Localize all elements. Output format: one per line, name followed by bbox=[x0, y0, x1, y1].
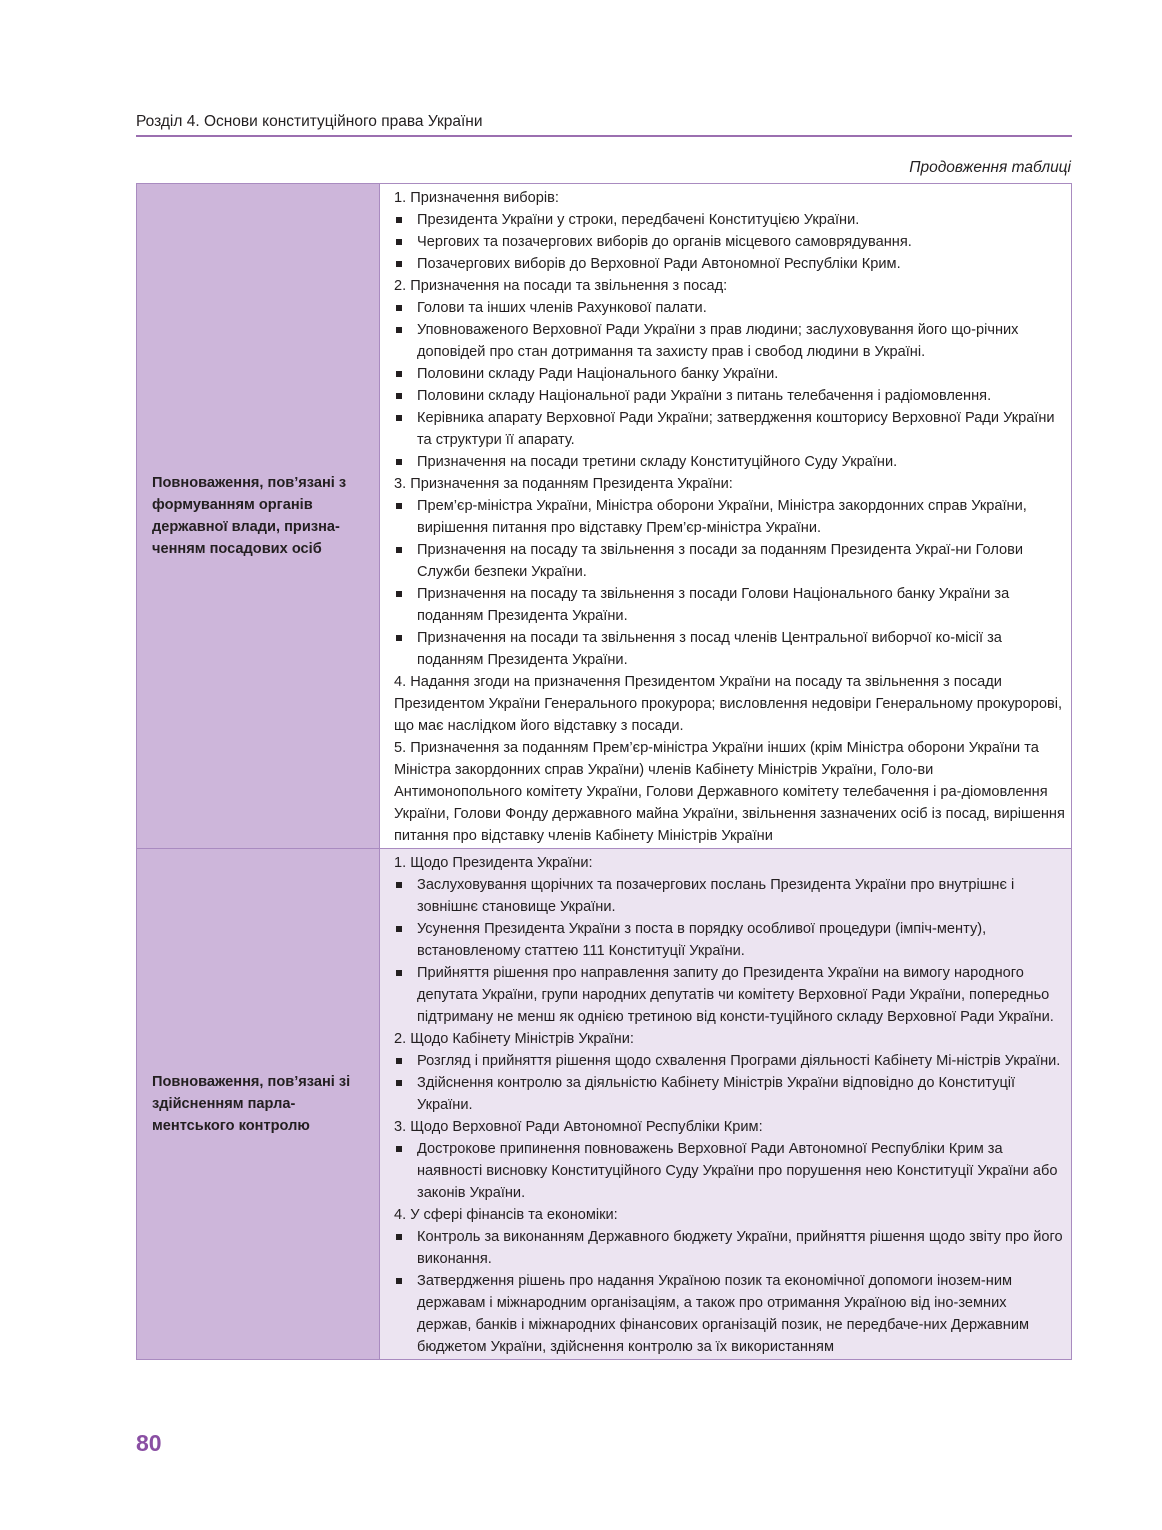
list-item: Дострокове припинення повноважень Верховної Ради Автономної Республіки Крим за наявності висновку Конституційного Суду України про порушення нею Конституції України або законів України. bbox=[394, 1138, 1065, 1204]
block-heading: 3. Призначення за поданням Президента України: bbox=[394, 476, 733, 492]
bullet-list bbox=[394, 1138, 1065, 1204]
list-item: Позачергових виборів до Верховної Ради Автономної Республіки Крим. bbox=[394, 253, 1065, 275]
list-item: Призначення на посади та звільнення з посад членів Центральної виборчої ко-місії за поданням Президента України. bbox=[394, 627, 1065, 671]
list-item: Прем’єр-міністра України, Міністра оборони України, Міністра закордонних справ України, вирішення питання про відставку Прем’єр-міністра України. bbox=[394, 495, 1065, 539]
block-heading: 2. Призначення на посади та звільнення з посад: bbox=[394, 278, 728, 294]
list-item: Здійснення контролю за діяльністю Кабінету Міністрів України відповідно до Конституції України. bbox=[394, 1072, 1065, 1116]
table-row bbox=[137, 849, 1072, 1360]
list-item: Уповноваженого Верховної Ради України з прав людини; заслуховування його що-річних доповідей про стан дотримання та захисту прав і свобод людини в Україні. bbox=[394, 319, 1065, 363]
list-item: Розгляд і прийняття рішення щодо схвалення Програми діяльності Кабінету Мі-ністрів України. bbox=[394, 1050, 1065, 1072]
bullet-list bbox=[394, 1226, 1065, 1358]
block-heading: 3. Щодо Верховної Ради Автономної Республіки Крим: bbox=[394, 1119, 763, 1135]
row-label-cell bbox=[137, 184, 380, 849]
list-item: Затвердження рішень про надання Україною позик та економічної допомоги інозем-ним державам і міжнародним організаціям, а також про отримання Україною від іно-земних держав, банків і міжнародних фінансових організацій позик, не передбаче-них Державним бюджетом України, здійснення контролю за їх використанням bbox=[394, 1270, 1065, 1358]
row-label: Повноваження, пов’язані зі здійсненням парла-ментського контролю bbox=[152, 1074, 351, 1134]
section-header: Розділ 4. Основи конституційного права України bbox=[136, 113, 483, 130]
list-item: Керівника апарату Верховної Ради України; затвердження кошторису Верховної Ради України та структури її апарату. bbox=[394, 407, 1065, 451]
list-item: Половини складу Національної ради України з питань телебачення і радіомовлення. bbox=[394, 385, 1065, 407]
header-divider bbox=[136, 135, 1072, 137]
list-item: Призначення на посаду та звільнення з посади за поданням Президента Украї-ни Голови Служби безпеки України. bbox=[394, 539, 1065, 583]
block-heading: 1. Призначення виборів: bbox=[394, 190, 559, 206]
list-item: Заслуховування щорічних та позачергових послань Президента України про внутрішнє і зовнішнє становище України. bbox=[394, 874, 1065, 918]
table-row bbox=[137, 184, 1072, 849]
list-item: Призначення на посаду та звільнення з посади Голови Національного банку України за поданням Президента України. bbox=[394, 583, 1065, 627]
row-label: Повноваження, пов’язані з формуванням органів державної влади, призна-ченням посадових осіб bbox=[152, 475, 347, 557]
bullet-list bbox=[394, 1050, 1065, 1116]
list-item: Прийняття рішення про направлення запиту до Президента України на вимогу народного депутата України, групи народних депутатів чи комітету Верховної Ради України, попередньо підтриману не менш як однією третиною від консти-туційного складу Верховної Ради України. bbox=[394, 962, 1065, 1028]
list-item: Голови та інших членів Рахункової палати. bbox=[394, 297, 1065, 319]
block-heading: 1. Щодо Президента України: bbox=[394, 855, 593, 871]
list-item: Призначення на посади третини складу Конституційного Суду України. bbox=[394, 451, 1065, 473]
list-item: Половини складу Ради Національного банку України. bbox=[394, 363, 1065, 385]
list-item: Контроль за виконанням Державного бюджету України, прийняття рішення щодо звіту про його виконання. bbox=[394, 1226, 1065, 1270]
table-continuation-note: Продовження таблиці bbox=[909, 159, 1071, 176]
powers-table bbox=[136, 183, 1072, 1360]
row-content-cell bbox=[380, 184, 1072, 849]
block-heading: 2. Щодо Кабінету Міністрів України: bbox=[394, 1031, 634, 1047]
list-item: Чергових та позачергових виборів до органів місцевого самоврядування. bbox=[394, 231, 1065, 253]
bullet-list bbox=[394, 209, 1065, 275]
list-item: Президента України у строки, передбачені Конституцією України. bbox=[394, 209, 1065, 231]
bullet-list bbox=[394, 874, 1065, 1028]
row-label-cell bbox=[137, 849, 380, 1360]
block-heading: 4. У сфері фінансів та економіки: bbox=[394, 1207, 618, 1223]
list-item: Усунення Президента України з поста в порядку особливої процедури (імпіч-менту), встановленому статтею 111 Конституції України. bbox=[394, 918, 1065, 962]
page-number: 80 bbox=[136, 1430, 162, 1456]
block-heading: 5. Призначення за поданням Прем’єр-міністра України інших (крім Міністра оборони України та Міністра закордонних справ України) членів Кабінету Міністрів України, Голо-ви Антимонопольного комітету України, Голови Державного комітету телебачення і ра-діомовлення України, Голови Фонду державного майна України, звільнення зазначених осіб із посад, вирішення питання про відставку членів Кабінету Міністрів України bbox=[394, 740, 1065, 844]
row-content-cell bbox=[380, 849, 1072, 1360]
bullet-list bbox=[394, 495, 1065, 671]
bullet-list bbox=[394, 297, 1065, 473]
block-heading: 4. Надання згоди на призначення Президентом України на посаду та звільнення з посади Президентом України Генерального прокурора; висловлення недовіри Генеральному прокуророві, що має наслідком його відставку з посади. bbox=[394, 674, 1063, 734]
